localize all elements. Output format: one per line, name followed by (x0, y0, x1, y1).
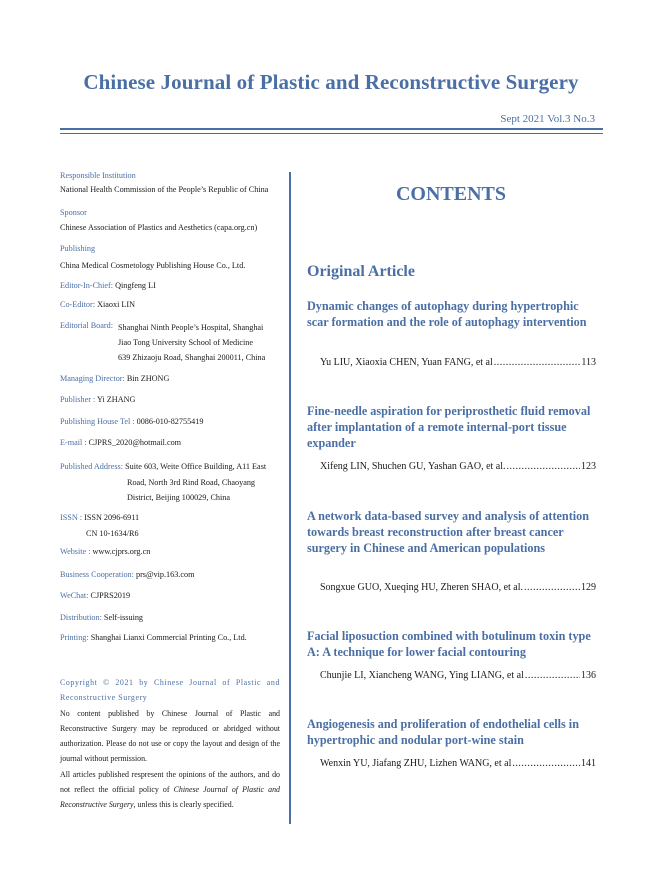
managing-director: Managing Director: Bin ZHONG (60, 374, 170, 383)
article-title[interactable]: Angiogenesis and proliferation of endothelial cells in hypertrophic and nodular port-wine stain (307, 717, 579, 748)
copyright-para1: No content published by Chinese Journal of Plastic and Reconstructive Surgery may be reproduced or abridged without authorization. Please do not use or copy the layout and design of the journal without permission. (60, 708, 280, 764)
article-authors: Songxue GUO, Xueqing HU, Zheren SHAO, et al. ..... 129 (320, 582, 596, 593)
leader-dots (525, 670, 580, 681)
article-title[interactable]: Dynamic changes of autophagy during hypertrophic scar formation and the role of autophagy intervention (307, 299, 587, 330)
copyright-para2: All articles published respresent the opinions of the authors, and do not reflect the official policy of Chinese Journal of Plastic and Reconstructive Surgery, unless this is clearly specified. (60, 769, 280, 810)
header-rule-thin (60, 133, 603, 134)
issn: ISSN : ISSN 2096-6911 CN 10-1634/R6 (60, 513, 140, 538)
copyright-heading: Copyright © 2021 by Chinese Journal of Plastic and Reconstructive Surgery (60, 678, 280, 703)
publisher: Publisher : Yi ZHANG (60, 395, 136, 404)
article-title[interactable]: A network data-based survey and analysis of attention towards breast reconstruction after breast cancer surgery in Chinese and American populations (307, 509, 590, 556)
leader-dots (494, 357, 581, 368)
sponsor-value: Chinese Association of Plastics and Aesthetics (capa.org.cn) (60, 223, 258, 232)
printing: Printing: Shanghai Lianxi Commercial Printing Co., Ltd. (60, 633, 247, 642)
sponsor-label: Sponsor (60, 208, 87, 217)
article-authors: Wenxin YU, Jiafang ZHU, Lizhen WANG, et al ..... 141 (320, 758, 596, 769)
article-title[interactable]: Facial liposuction combined with botulinum toxin type A: A technique for lower facial contouring (307, 629, 591, 660)
copyright-notice (60, 675, 280, 813)
issue-info: Sept 2021 Vol.3 No.3 (500, 113, 595, 125)
column-divider (289, 172, 291, 824)
contents-title: CONTENTS (395, 183, 507, 205)
journal-title: Chinese Journal of Plastic and Reconstructive Surgery (83, 70, 579, 94)
page-number: 136 (581, 670, 596, 681)
responsible-label: Responsible Institution (60, 171, 136, 180)
co-editor: Co-Editor: Xiaoxi LIN (60, 300, 136, 309)
publishing-value: China Medical Cosmetology Publishing House Co., Ltd. (60, 261, 246, 270)
email: E-mail : CJPRS_2020@hotmail.com (60, 438, 182, 447)
distribution: Distribution: Self-issuing (60, 613, 144, 622)
editorial-board-address: Shanghai Ninth People’s Hospital, Shanghai Jiao Tong University School of Medicine 639 Zhizaoju Road, Shanghai 200011, China (118, 323, 266, 362)
article-title[interactable]: Fine-needle aspiration for periprosthetic fluid removal after implantation of a remote internal-port tissue expander (307, 404, 591, 451)
business-cooperation: Business Cooperation: prs@vip.163.com (60, 570, 195, 579)
section-title: Original Article (307, 263, 415, 280)
header-rule (60, 128, 603, 130)
article-authors: Chunjie LI, Xiancheng WANG, Ying LIANG, et al ..... 136 (320, 670, 596, 681)
publishing-label: Publishing (60, 244, 96, 253)
leader-dots (507, 461, 580, 472)
article-authors: Yu LIU, Xiaoxia CHEN, Yuan FANG, et al ..... 113 (320, 357, 596, 368)
published-address: Published Address: Suite 603, Weite Office Building, A11 East Road, North 3rd Rind Road, Chaoyang District, Beijing 100029, China (60, 462, 267, 502)
editorial-board-label: Editorial Board: (60, 321, 113, 330)
page-number: 129 (581, 582, 596, 593)
page-number: 141 (581, 758, 596, 769)
leader-dots (524, 582, 580, 593)
page-number: 113 (581, 357, 596, 368)
website: Website : www.cjprs.org.cn (60, 547, 151, 556)
article-authors: Xifeng LIN, Shuchen GU, Yashan GAO, et al. ..... 123 (320, 461, 596, 472)
responsible-value: National Health Commission of the People’s Republic of China (60, 185, 269, 194)
publishing-house-tel: Publishing House Tel : 0086-010-82755419 (60, 417, 204, 426)
wechat: WeChat: CJPRS2019 (60, 591, 131, 600)
leader-dots (512, 758, 580, 769)
page-number: 123 (581, 461, 596, 472)
editor-in-chief: Editor-In-Chief: Qingfeng LI (60, 281, 156, 290)
